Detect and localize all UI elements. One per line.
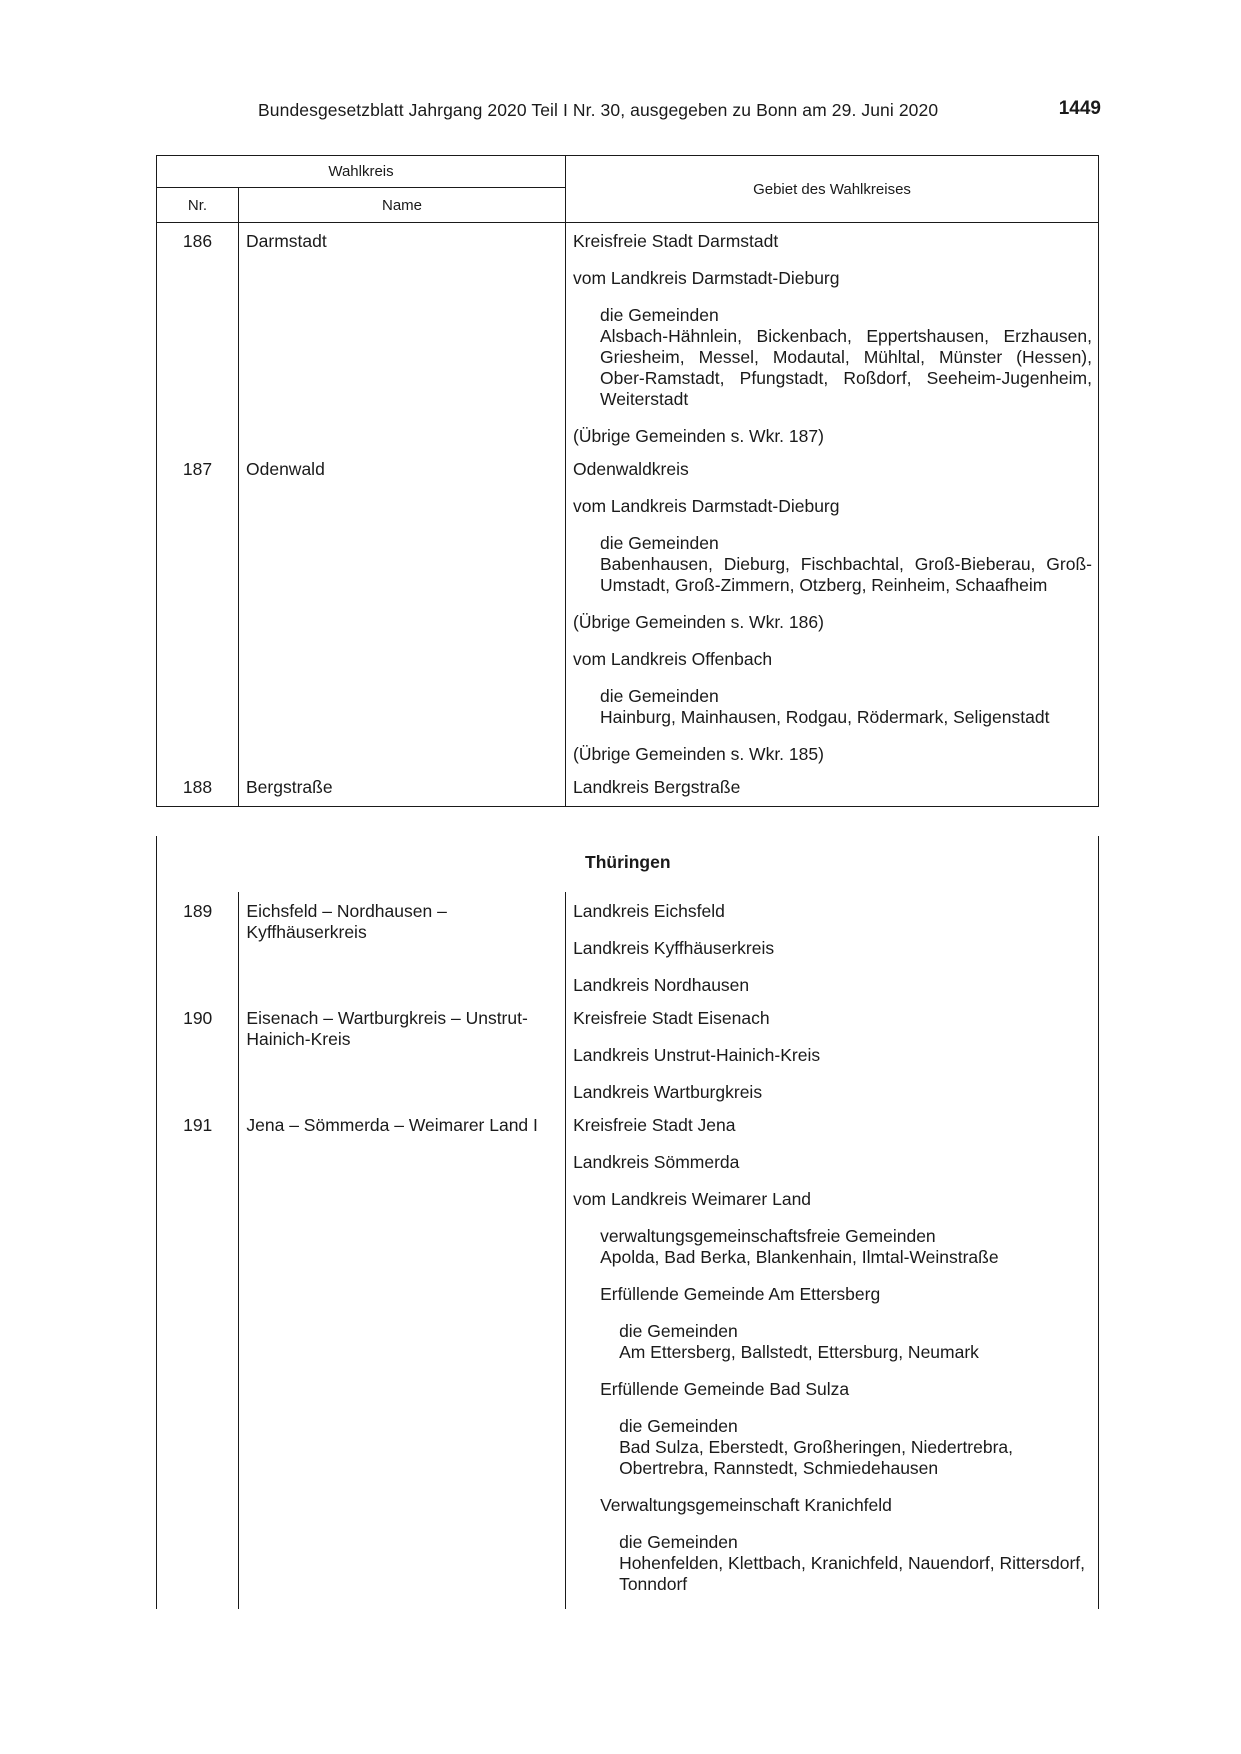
row-name: Eisenach – Wartburgkreis – Unstrut-Hainich-Kreis <box>239 1008 566 1115</box>
header-nr: Nr. <box>157 188 239 222</box>
area-line: Kreisfreie Stadt Eisenach <box>573 1008 770 1028</box>
table-row <box>156 892 1099 1008</box>
row-area <box>566 222 1098 459</box>
area-line: Landkreis Unstrut-Hainich-Kreis <box>573 1045 821 1065</box>
area-line: Kreisfreie Stadt Darmstadt <box>573 231 779 251</box>
table-body-thueringen <box>156 892 1099 1609</box>
area-line: Kreisfreie Stadt Jena <box>573 1115 736 1135</box>
row-name: Odenwald <box>239 459 566 777</box>
area-line: Landkreis Sömmerda <box>573 1152 740 1172</box>
area-line: die Gemeinden <box>619 1416 738 1436</box>
header-wahlkreis: Wahlkreis <box>157 156 566 188</box>
row-name: Bergstraße <box>239 777 566 806</box>
area-line: Landkreis Bergstraße <box>573 777 741 797</box>
area-line: vom Landkreis Offenbach <box>573 649 773 669</box>
area-line: (Übrige Gemeinden s. Wkr. 187) <box>573 426 824 446</box>
row-area <box>566 1115 1099 1609</box>
header-name: Name <box>239 188 566 222</box>
row-area <box>566 777 1098 806</box>
state-heading: Thüringen <box>585 852 671 872</box>
municipality-list: Am Ettersberg, Ballstedt, Ettersburg, Neumark <box>619 1342 979 1362</box>
area-line: vom Landkreis Darmstadt-Dieburg <box>573 268 840 288</box>
row-number: 188 <box>157 777 239 806</box>
page-header <box>0 0 1241 140</box>
area-line: die Gemeinden <box>600 305 719 325</box>
page-number: 1449 <box>1058 98 1101 119</box>
municipality-list: Alsbach-Hähnlein, Bickenbach, Eppertshausen, Erzhausen, Griesheim, Messel, Modautal, Mühltal, Münster (Hessen), Ober-Ramstadt, Pfungstadt, Roßdorf, Seeheim-Jugenheim, Weiterstadt <box>600 326 1092 409</box>
area-line: (Übrige Gemeinden s. Wkr. 186) <box>573 612 824 632</box>
area-line: Landkreis Nordhausen <box>573 975 750 995</box>
area-line: Erfüllende Gemeinde Bad Sulza <box>600 1379 850 1399</box>
row-name: Eichsfeld – Nordhausen – Kyffhäuserkreis <box>239 892 566 1008</box>
running-title: Bundesgesetzblatt Jahrgang 2020 Teil I Nr. 30, ausgegeben zu Bonn am 29. Juni 2020 <box>258 100 939 120</box>
municipality-list: Babenhausen, Dieburg, Fischbachtal, Groß-Bieberau, Groß-Umstadt, Groß-Zimmern, Otzberg, Reinheim, Schaafheim <box>600 554 1092 595</box>
municipality-list: Hainburg, Mainhausen, Rodgau, Rödermark, Seligenstadt <box>600 707 1050 727</box>
area-line: Verwaltungsgemeinschaft Kranichfeld <box>600 1495 892 1515</box>
state-heading-row <box>156 836 1099 892</box>
area-line: vom Landkreis Weimarer Land <box>573 1189 812 1209</box>
municipality-list: Hohenfelden, Klettbach, Kranichfeld, Nauendorf, Rittersdorf, Tonndorf <box>619 1553 1086 1594</box>
area-line: Landkreis Wartburgkreis <box>573 1082 763 1102</box>
row-name: Jena – Sömmerda – Weimarer Land I <box>239 1115 566 1609</box>
area-line: Erfüllende Gemeinde Am Ettersberg <box>600 1284 881 1304</box>
row-area <box>566 459 1098 777</box>
table-row <box>157 459 1098 777</box>
area-line: vom Landkreis Darmstadt-Dieburg <box>573 496 840 516</box>
table-row <box>157 222 1098 459</box>
table-header <box>156 155 1099 223</box>
table-row <box>156 1008 1099 1115</box>
row-number: 189 <box>156 892 239 1008</box>
row-area <box>566 1008 1099 1115</box>
table-row <box>156 1115 1099 1609</box>
area-line: (Übrige Gemeinden s. Wkr. 185) <box>573 744 824 764</box>
row-number: 190 <box>156 1008 239 1115</box>
header-gebiet: Gebiet des Wahlkreises <box>753 180 911 198</box>
municipality-list: Apolda, Bad Berka, Blankenhain, Ilmtal-Weinstraße <box>600 1247 999 1267</box>
area-line: Odenwaldkreis <box>573 459 689 479</box>
table-body-hessen <box>156 222 1099 807</box>
area-line: Landkreis Eichsfeld <box>573 901 725 921</box>
area-line: die Gemeinden <box>600 686 719 706</box>
table-row <box>157 777 1098 806</box>
row-number: 187 <box>157 459 239 777</box>
row-area <box>566 892 1099 1008</box>
area-line: die Gemeinden <box>600 533 719 553</box>
area-line: die Gemeinden <box>619 1321 738 1341</box>
municipality-list: Bad Sulza, Eberstedt, Großheringen, Niedertrebra, Obertrebra, Rannstedt, Schmiedehausen <box>619 1437 1014 1478</box>
row-name: Darmstadt <box>239 222 566 459</box>
area-line: Landkreis Kyffhäuserkreis <box>573 938 775 958</box>
row-number: 186 <box>157 222 239 459</box>
row-number: 191 <box>156 1115 239 1609</box>
area-line: verwaltungsgemeinschaftsfreie Gemeinden <box>600 1226 936 1246</box>
area-line: die Gemeinden <box>619 1532 738 1552</box>
